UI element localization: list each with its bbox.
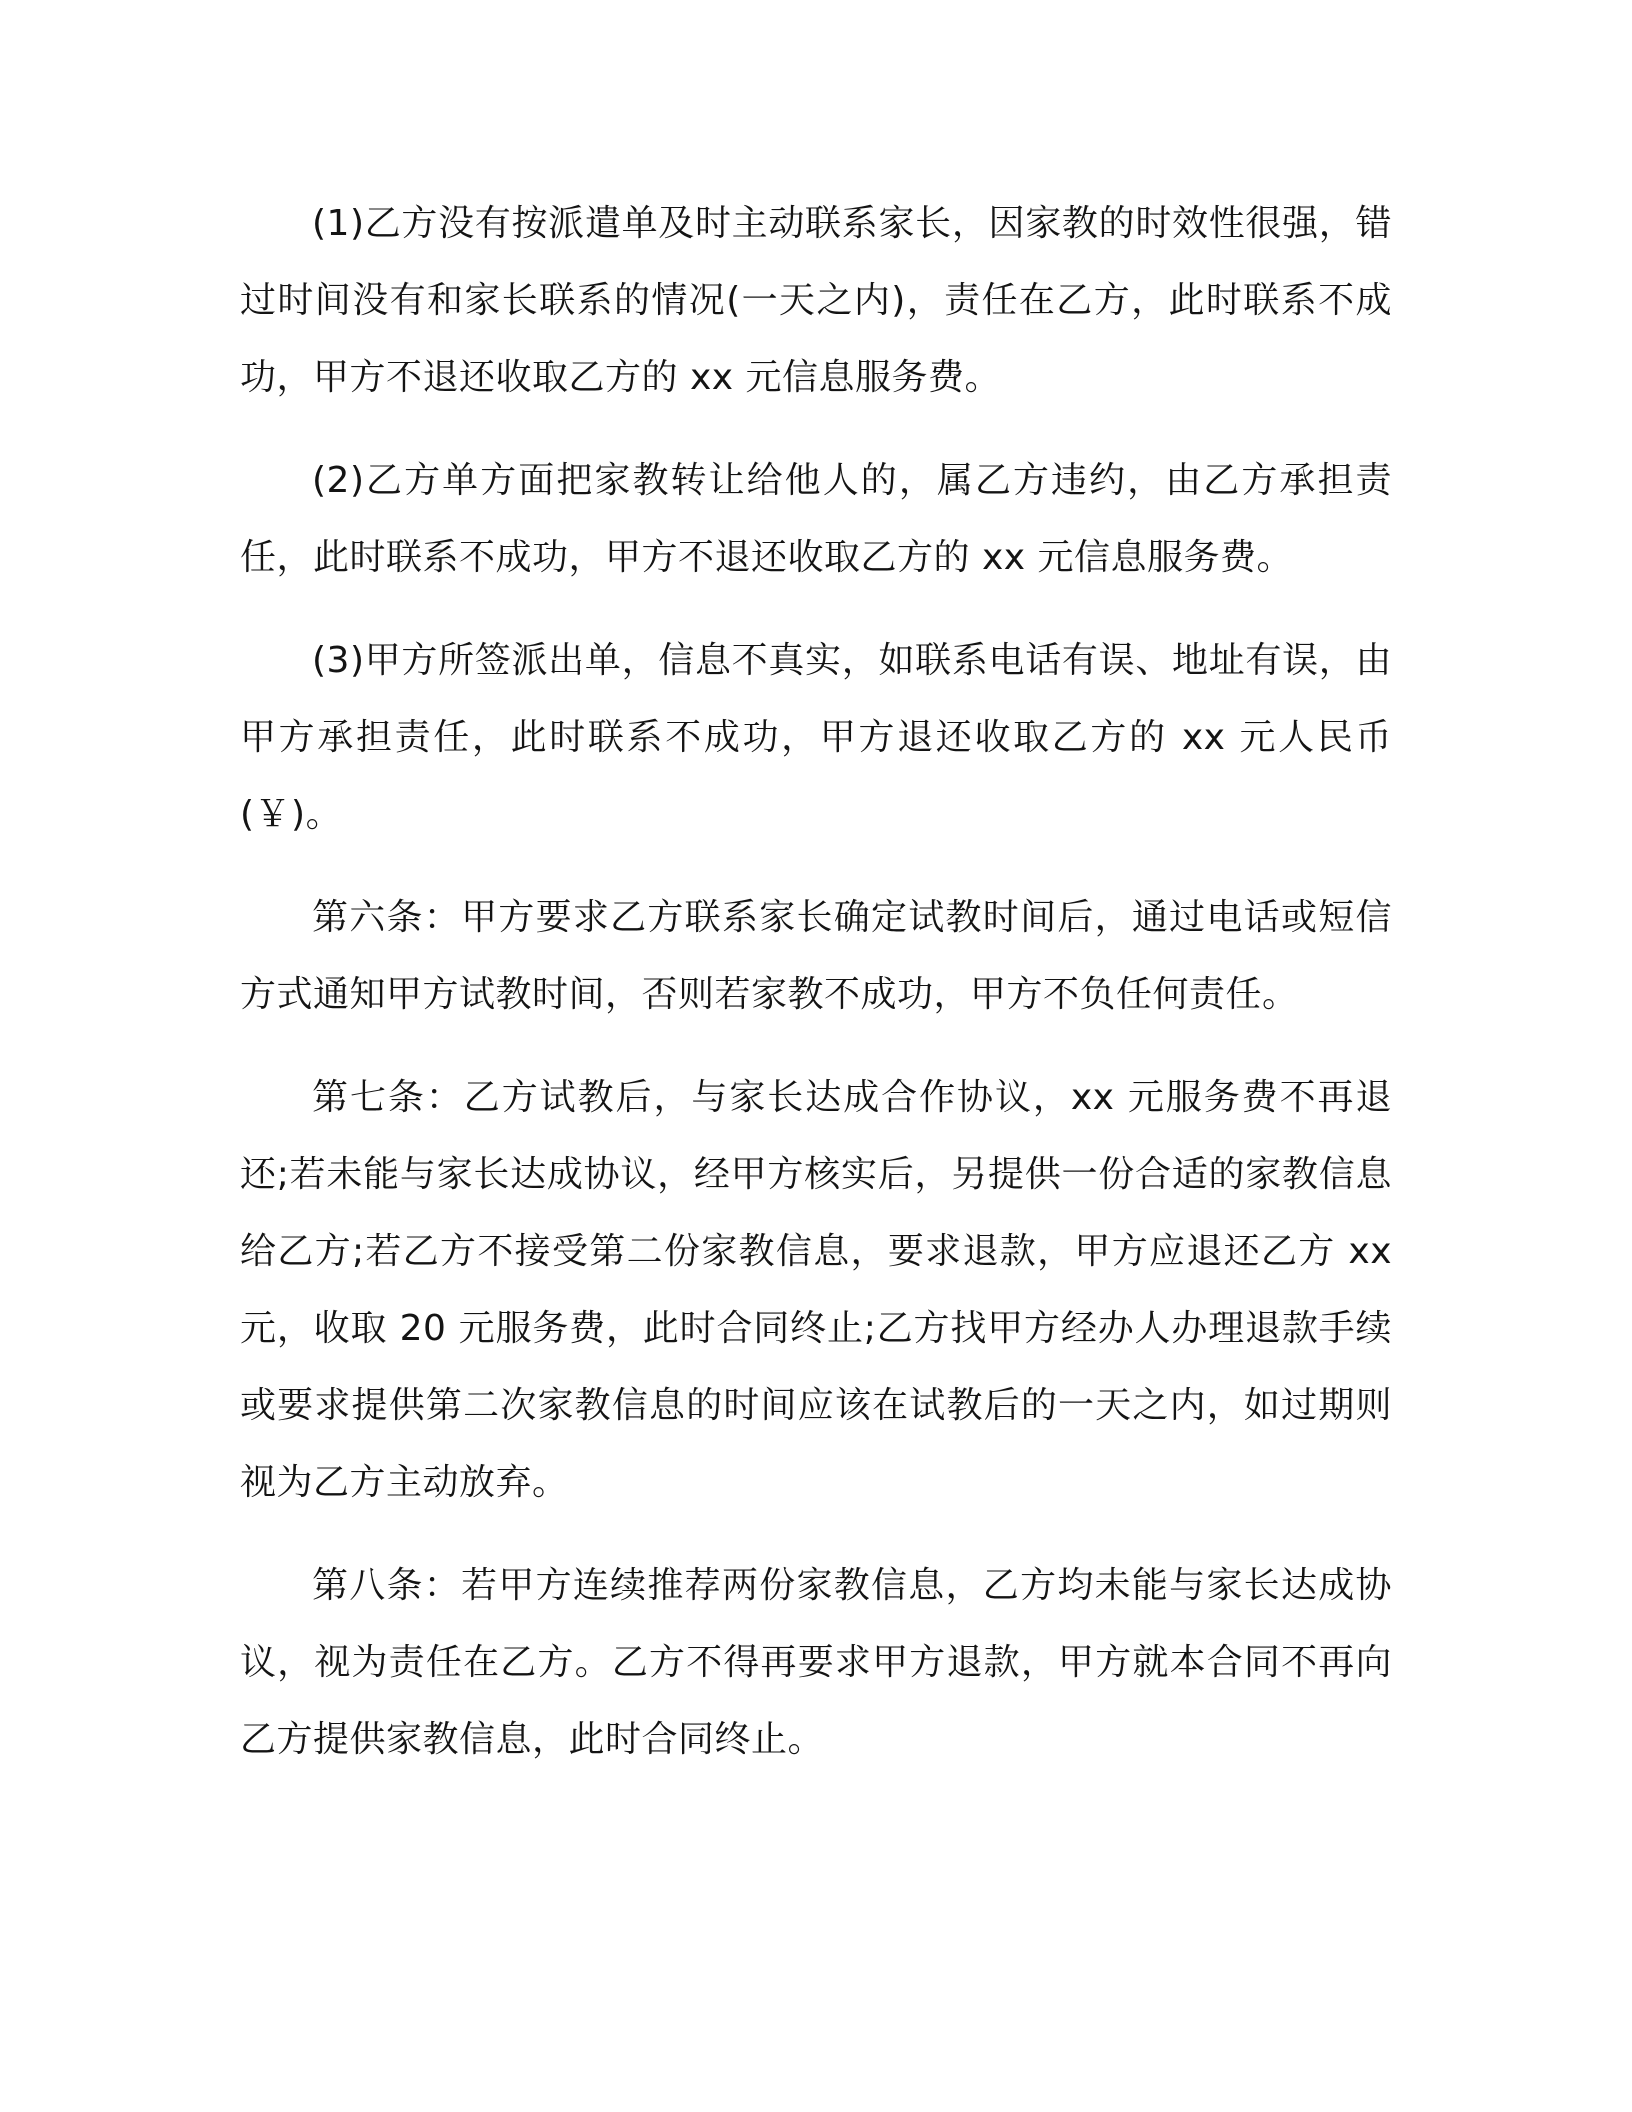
paragraph-article-7: 第七条：乙方试教后，与家长达成合作协议，xx 元服务费不再退还;若未能与家长达成协议，经甲方核实后，另提供一份合适的家教信息给乙方;若乙方不接受第二份家教信息，要求退款，甲方应退还乙方 xx 元，收取 20 元服务费，此时合同终止;乙方找甲方经办人办理退款手续或要求提供第二次家教信息的时间应该在试教后的一天之内，如过期则视为乙方主动放弃。: [240, 1077, 1392, 1503]
paragraph-article-6: 第六条：甲方要求乙方联系家长确定试教时间后，通过电话或短信方式通知甲方试教时间，否则若家教不成功，甲方不负任何责任。: [240, 897, 1392, 1015]
paragraph-article-8: 第八条：若甲方连续推荐两份家教信息，乙方均未能与家长达成协议，视为责任在乙方。乙方不得再要求甲方退款，甲方就本合同不再向乙方提供家教信息，此时合同终止。: [240, 1565, 1392, 1760]
paragraph-clause-5-item-1: (1)乙方没有按派遣单及时主动联系家长，因家教的时效性很强，错过时间没有和家长联系的情况(一天之内)，责任在乙方，此时联系不成功，甲方不退还收取乙方的 xx 元信息服务费。: [240, 203, 1392, 398]
paragraph-clause-5-item-2: (2)乙方单方面把家教转让给他人的，属乙方违约，由乙方承担责任，此时联系不成功，甲方不退还收取乙方的 xx 元信息服务费。: [240, 460, 1392, 578]
paragraph-clause-5-item-3: (3)甲方所签派出单，信息不真实，如联系电话有误、地址有误，由甲方承担责任，此时联系不成功，甲方退还收取乙方的 xx 元人民币(￥)。: [240, 640, 1392, 835]
document-body: [240, 185, 1392, 1804]
